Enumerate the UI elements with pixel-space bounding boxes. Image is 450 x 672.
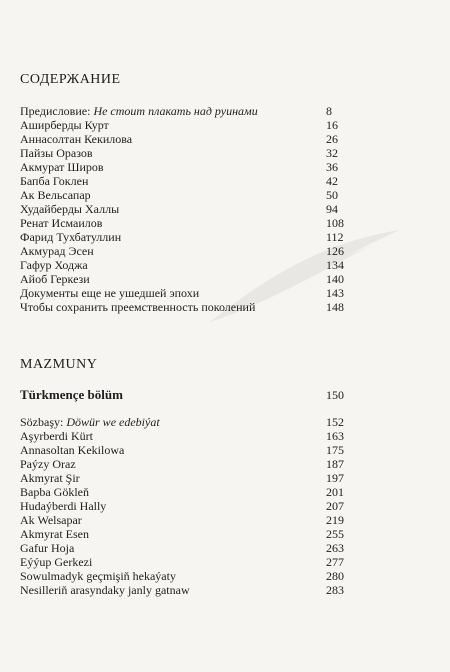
- toc-entry-page: 197: [326, 471, 344, 485]
- toc-entry-title: Айоб Геркези: [20, 272, 90, 286]
- toc-entry-page: 108: [326, 216, 344, 230]
- toc-entry-page: 8: [326, 104, 332, 118]
- toc-entry[interactable]: [20, 555, 350, 569]
- toc-entry[interactable]: [20, 471, 350, 485]
- toc-entry-page: 134: [326, 258, 344, 272]
- toc-entry[interactable]: [20, 513, 350, 527]
- toc-entry-page: 148: [326, 300, 344, 314]
- toc-entry-title: Аннасолтан Кекилова: [20, 132, 133, 146]
- toc-entry-page: 36: [326, 160, 338, 174]
- toc-entry-page: 42: [326, 174, 338, 188]
- toc-entry[interactable]: [20, 485, 350, 499]
- toc-entry-title: Gafur Hoja: [20, 541, 75, 555]
- toc-entry-title: Akmyrat Şir: [20, 471, 80, 485]
- toc-entry-title: Акмурат Широв: [20, 160, 104, 174]
- toc-entry-page: 16: [326, 118, 338, 132]
- toc-entry-title: Акмурад Эсен: [20, 244, 94, 258]
- toc-entry-title: Annasoltan Kekilowa: [20, 443, 125, 457]
- toc-entry-title: Фарид Тухбатуллин: [20, 230, 122, 244]
- turkmen-toc-heading: MAZMUNY: [20, 357, 98, 372]
- toc-entry[interactable]: [20, 499, 350, 513]
- toc-entry[interactable]: [20, 174, 350, 188]
- toc-entry-page: 207: [326, 499, 344, 513]
- toc-entry-title: Ak Welsapar: [20, 513, 82, 527]
- toc-entry-title: [20, 104, 258, 118]
- toc-entry[interactable]: [20, 443, 350, 457]
- toc-entry-page: 94: [326, 202, 338, 216]
- toc-entry[interactable]: [20, 272, 350, 286]
- preface-italic-title: Döwür we edebiýat: [66, 415, 160, 429]
- toc-entry-title: Eýýup Gerkezi: [20, 555, 93, 569]
- part-page: 150: [326, 388, 344, 402]
- preface-label: Предисловие:: [20, 104, 91, 118]
- toc-entry[interactable]: [20, 188, 350, 202]
- toc-entry[interactable]: [20, 216, 350, 230]
- toc-entry-page: 126: [326, 244, 344, 258]
- toc-entry-title: Чтобы сохранить преемственность поколений: [20, 300, 256, 314]
- toc-entry[interactable]: [20, 146, 350, 160]
- preface-label: Sözbaşy:: [20, 415, 64, 429]
- toc-entry-title: Документы еще не ушедшей эпохи: [20, 286, 200, 300]
- toc-entry-title: Nesilleriň arasyndaky janly gatnaw: [20, 583, 190, 597]
- preface-italic-title: Не стоит плакать над руинами: [93, 104, 258, 118]
- toc-entry[interactable]: [20, 258, 350, 272]
- toc-entry-page: 32: [326, 146, 338, 160]
- toc-entry-title: Aşyrberdi Kürt: [20, 429, 93, 443]
- toc-part-heading[interactable]: [20, 385, 350, 405]
- toc-entry[interactable]: [20, 132, 350, 146]
- russian-toc-heading: СОДЕРЖАНИЕ: [20, 72, 121, 87]
- toc-entry-page: 163: [326, 429, 344, 443]
- toc-entry-title: Аширберды Курт: [20, 118, 109, 132]
- toc-entry-page: 201: [326, 485, 344, 499]
- toc-entry-title: Ренат Исмаилов: [20, 216, 103, 230]
- toc-entry-title: Гафур Ходжа: [20, 258, 88, 272]
- toc-entry-page: 187: [326, 457, 344, 471]
- toc-entry-page: 140: [326, 272, 344, 286]
- toc-entry-preface-tk[interactable]: [20, 415, 350, 429]
- toc-entry-page: 50: [326, 188, 338, 202]
- toc-entry-title: Sowulmadyk geçmişiň hekaýaty: [20, 569, 176, 583]
- toc-entry-title: Пайзы Оразов: [20, 146, 93, 160]
- toc-entry-title: Бапба Гоклен: [20, 174, 89, 188]
- russian-toc: [20, 70, 350, 314]
- toc-entry-title: Akmyrat Esen: [20, 527, 89, 541]
- toc-entry-preface-ru[interactable]: [20, 104, 350, 118]
- toc-entry-title: Paýzy Oraz: [20, 457, 76, 471]
- toc-entry[interactable]: [20, 118, 350, 132]
- toc-entry[interactable]: [20, 527, 350, 541]
- turkmen-toc: [20, 355, 350, 597]
- toc-entry[interactable]: [20, 429, 350, 443]
- toc-entry-page: 219: [326, 513, 344, 527]
- toc-entry[interactable]: [20, 160, 350, 174]
- toc-entry-title: Худайберды Халлы: [20, 202, 120, 216]
- toc-entry-page: 263: [326, 541, 344, 555]
- toc-entry[interactable]: [20, 300, 350, 314]
- toc-entry-page: 283: [326, 583, 344, 597]
- toc-entry-page: 175: [326, 443, 344, 457]
- part-title: Türkmençe bölüm: [20, 387, 123, 402]
- toc-entry-page: 26: [326, 132, 338, 146]
- toc-entry-title: Ак Вельсапар: [20, 188, 91, 202]
- toc-entry-title: Hudaýberdi Hally: [20, 499, 107, 513]
- toc-entry[interactable]: [20, 583, 350, 597]
- toc-entry-page: 255: [326, 527, 344, 541]
- toc-entry-page: 112: [326, 230, 344, 244]
- toc-entry-page: 143: [326, 286, 344, 300]
- toc-entry[interactable]: [20, 244, 350, 258]
- toc-entry-page: 277: [326, 555, 344, 569]
- toc-entry[interactable]: [20, 202, 350, 216]
- toc-entry[interactable]: [20, 541, 350, 555]
- toc-entry-title: Bapba Gökleň: [20, 485, 89, 499]
- toc-entry-title: [20, 415, 160, 429]
- toc-entry[interactable]: [20, 457, 350, 471]
- toc-entry-page: 280: [326, 569, 344, 583]
- toc-entry[interactable]: [20, 286, 350, 300]
- toc-entry[interactable]: [20, 230, 350, 244]
- toc-entry[interactable]: [20, 569, 350, 583]
- toc-entry-page: 152: [326, 415, 344, 429]
